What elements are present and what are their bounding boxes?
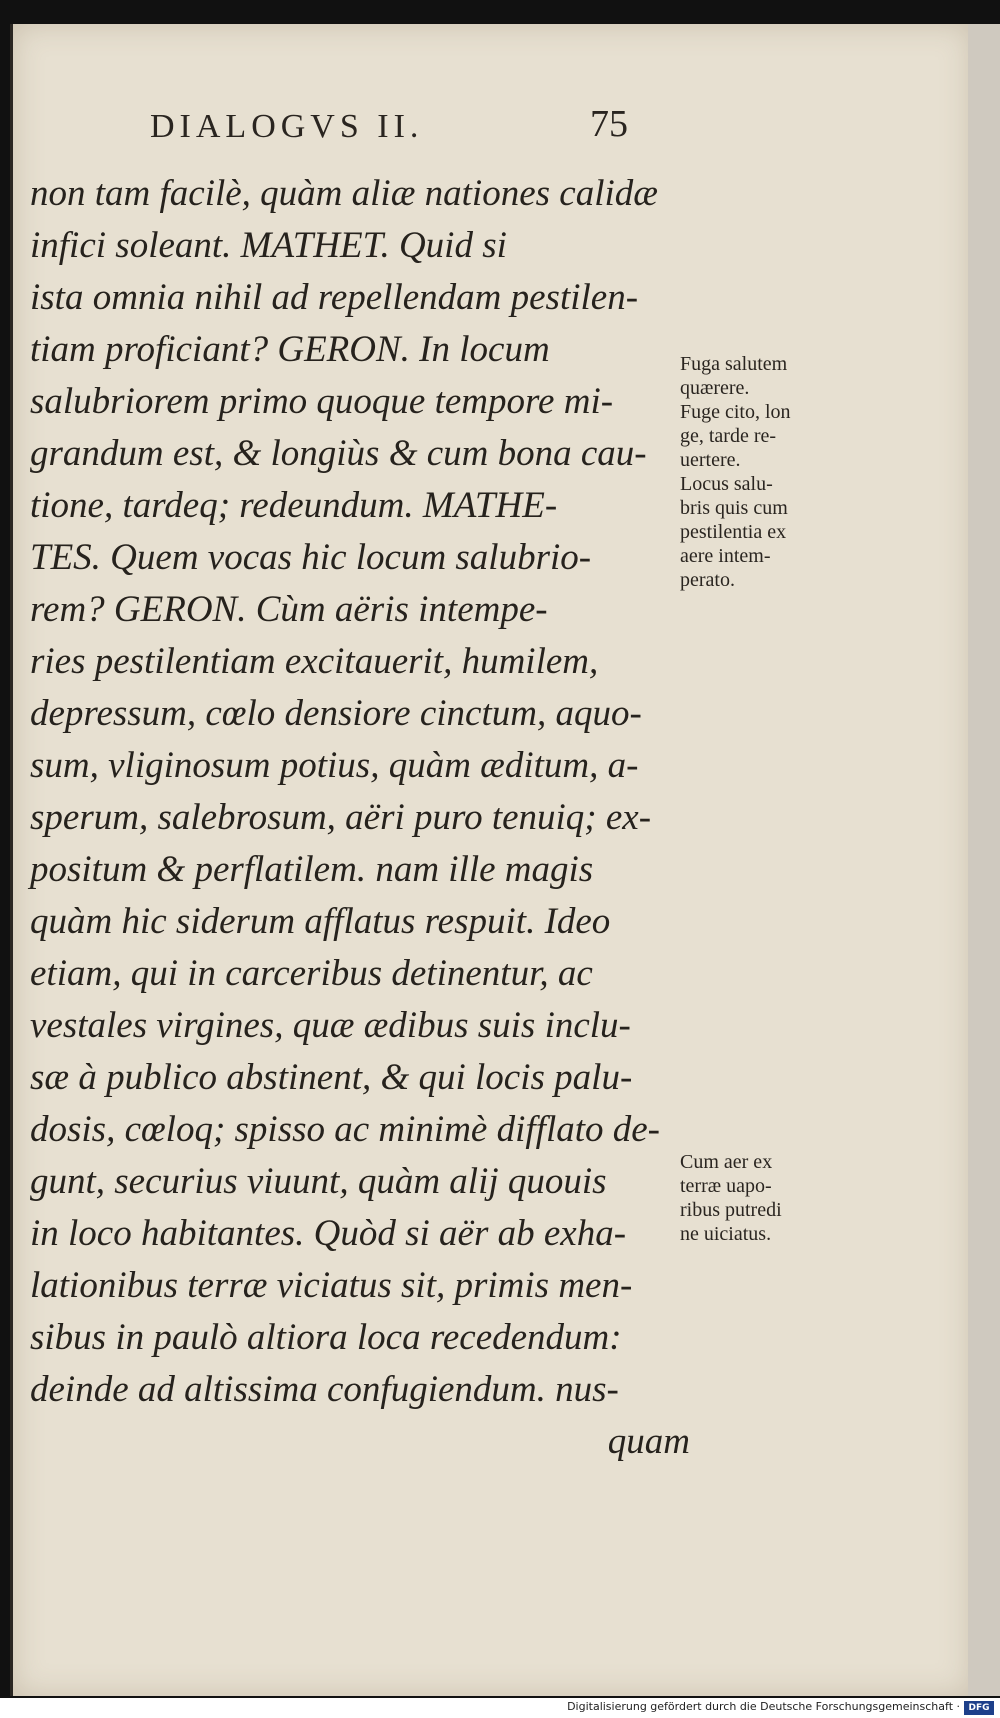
text-line: in loco habitantes. Quòd si aër ab exha- [30, 1213, 627, 1254]
text-line: sperum, salebrosum, aëri puro tenuiq; ex- [30, 797, 652, 838]
margin-note-fuga [680, 352, 850, 592]
margin-note-line: ne uiciatus. [680, 1223, 772, 1245]
margin-note-line: Fuga salutem [680, 353, 788, 375]
margin-note-line: quærere. [680, 377, 750, 399]
text-line: gunt, securius viuunt, quàm alij quouis [30, 1161, 607, 1202]
text-line: etiam, qui in carceribus detinentur, ac [30, 953, 593, 994]
text-line: tione, tardeq; redeundum. MATHE- [30, 485, 558, 526]
text-line: depressum, cœlo densiore cinctum, aquo- [30, 693, 642, 734]
margin-note-line: ge, tarde re- [680, 425, 777, 447]
margin-note-aer [680, 1150, 850, 1246]
text-line: ista omnia nihil ad repellendam pestilen- [30, 277, 639, 318]
catchword: quam [607, 1421, 690, 1462]
dfg-logo-icon: DFG [964, 1701, 994, 1715]
text-line: salubriorem primo quoque tempore mi- [30, 381, 614, 422]
text-line: non tam facilè, quàm aliæ nationes calidæ [30, 173, 658, 214]
page-number: 75 [590, 103, 628, 145]
text-line: positum & perflatilem. nam ille magis [30, 849, 594, 890]
text-line: quàm hic siderum afflatus respuit. Ideo [30, 901, 611, 942]
text-line: dosis, cœloq; spisso ac minimè difflato de- [30, 1109, 660, 1150]
margin-note-line: aere intem- [680, 545, 771, 567]
text-line: vestales virgines, quæ ædibus suis inclu- [30, 1005, 631, 1046]
footer-credit: Digitalisierung gefördert durch die Deutsche Forschungsgemeinschaft · [567, 1700, 960, 1713]
margin-note-line: bris quis cum [680, 497, 788, 519]
margin-note-line: terræ uapo- [680, 1175, 772, 1197]
body-text [30, 168, 700, 1468]
text-line: rem? GERON. Cùm aëris intempe- [30, 589, 548, 630]
margin-note-line: Fuge cito, lon [680, 401, 791, 423]
margin-note-line: ribus putredi [680, 1199, 782, 1221]
text-line: deinde ad altissima confugiendum. nus- [30, 1369, 619, 1410]
text-line: sibus in paulò altiora loca recedendum: [30, 1317, 622, 1358]
page-header [120, 103, 680, 158]
running-title: DIALOGVS II. [150, 108, 424, 145]
text-line: infici soleant. MATHET. Quid si [30, 225, 507, 266]
text-line: ries pestilentiam excitauerit, humilem, [30, 641, 599, 682]
text-line: tiam proficiant? GERON. In locum [30, 329, 550, 370]
digitization-footer [0, 1698, 1000, 1718]
text-line: TES. Quem vocas hic locum salubrio- [30, 537, 592, 578]
page-edge [968, 24, 1000, 1696]
text-line: sum, vliginosum potius, quàm æditum, a- [30, 745, 639, 786]
text-line: sæ à publico abstinent, & qui locis palu- [30, 1057, 633, 1098]
margin-note-line: Cum aer ex [680, 1151, 773, 1173]
margin-note-line: uertere. [680, 449, 741, 471]
margin-note-line: perato. [680, 569, 735, 591]
margin-note-line: pestilentia ex [680, 521, 787, 543]
margin-note-line: Locus salu- [680, 473, 773, 495]
text-line: grandum est, & longiùs & cum bona cau- [30, 433, 647, 474]
text-line: lationibus terræ viciatus sit, primis men- [30, 1265, 633, 1306]
